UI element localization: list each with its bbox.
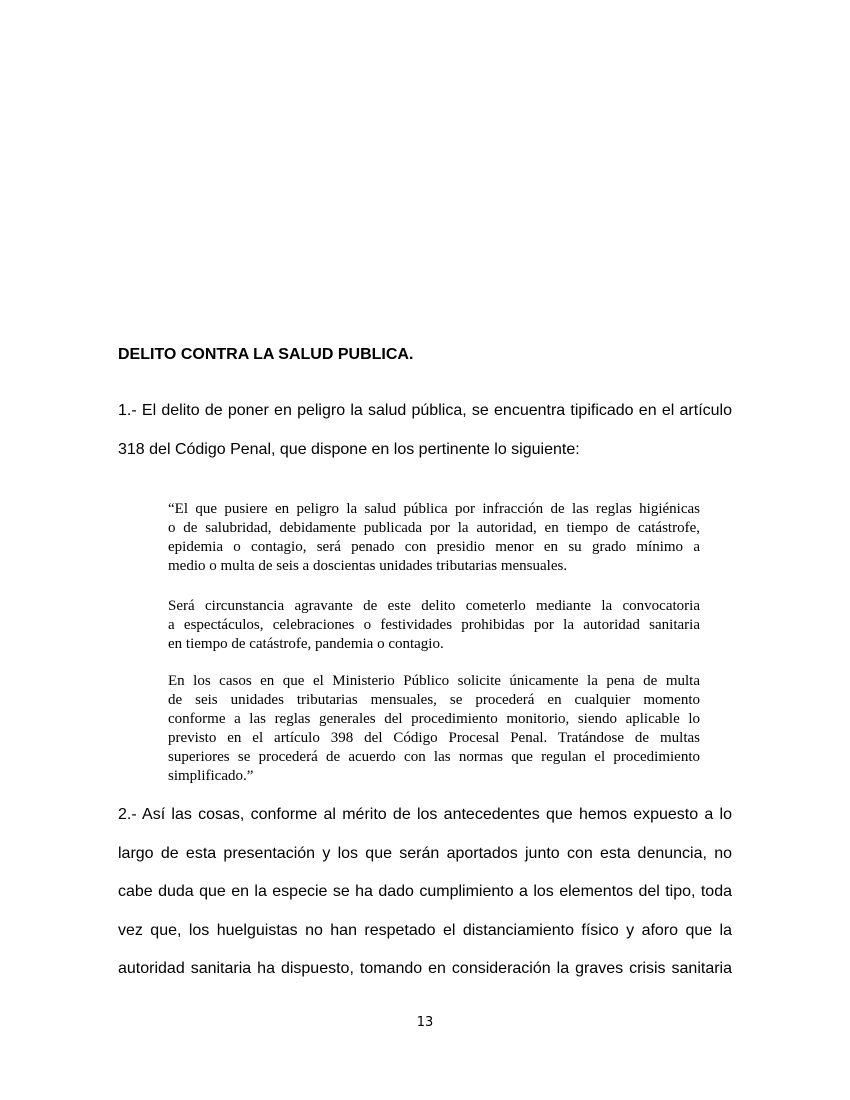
paragraph-line: cabe duda que en la especie se ha dado cumplimiento a los elementos del tipo, toda bbox=[118, 883, 732, 901]
quote-line: de seis unidades tributarias mensuales, se procederá en cualquier momento bbox=[168, 692, 700, 708]
paragraph-1 bbox=[118, 392, 732, 469]
quote-paragraph-2 bbox=[168, 597, 700, 654]
paragraph-line: vez que, los huelguistas no han respetado el distanciamiento físico y aforo que la bbox=[118, 921, 732, 939]
quote-line: o de salubridad, debidamente publicada por la autoridad, en tiempo de catástrofe, bbox=[168, 520, 700, 536]
quote-line: medio o multa de seis a doscientas unidades tributarias mensuales. bbox=[168, 558, 568, 574]
paragraph-line: autoridad sanitaria ha dispuesto, tomando en consideración la graves crisis sanitaria bbox=[118, 960, 732, 978]
section-heading: DELITO CONTRA LA SALUD PUBLICA. bbox=[118, 346, 414, 363]
quote-line: a espectáculos, celebraciones o festividades prohibidas por la autoridad sanitaria bbox=[168, 617, 700, 633]
page-number: 13 bbox=[416, 1015, 434, 1030]
paragraph-line: 318 del Código Penal, que dispone en los pertinente lo siguiente: bbox=[118, 440, 580, 458]
quote-line: previsto en el artículo 398 del Código Procesal Penal. Tratándose de multas bbox=[168, 730, 700, 746]
quote-line: simplificado.” bbox=[168, 768, 254, 784]
paragraph-line: 1.- El delito de poner en peligro la salud pública, se encuentra tipificado en el artículo bbox=[118, 402, 732, 419]
paragraph-2 bbox=[118, 796, 732, 989]
quote-line: Será circunstancia agravante de este delito cometerlo mediante la convocatoria bbox=[168, 598, 700, 614]
quote-line: “El que pusiere en peligro la salud pública por infracción de las reglas higiénicas bbox=[168, 501, 700, 517]
quote-paragraph-1 bbox=[168, 500, 700, 576]
quote-line: epidemia o contagio, será penado con presidio menor en su grado mínimo a bbox=[168, 539, 700, 555]
quote-line: superiores se procederá de acuerdo con las normas que regulan el procedimiento bbox=[168, 749, 700, 765]
quote-line: en tiempo de catástrofe, pandemia o contagio. bbox=[168, 636, 444, 652]
paragraph-line: 2.- Así las cosas, conforme al mérito de los antecedentes que hemos expuesto a lo bbox=[118, 806, 732, 823]
quote-line: En los casos en que el Ministerio Público solicite únicamente la pena de multa bbox=[168, 673, 700, 689]
quote-line: conforme a las reglas generales del procedimiento monitorio, siendo aplicable lo bbox=[168, 711, 700, 727]
quote-paragraph-3 bbox=[168, 672, 700, 786]
paragraph-line: largo de esta presentación y los que serán aportados junto con esta denuncia, no bbox=[118, 844, 732, 862]
